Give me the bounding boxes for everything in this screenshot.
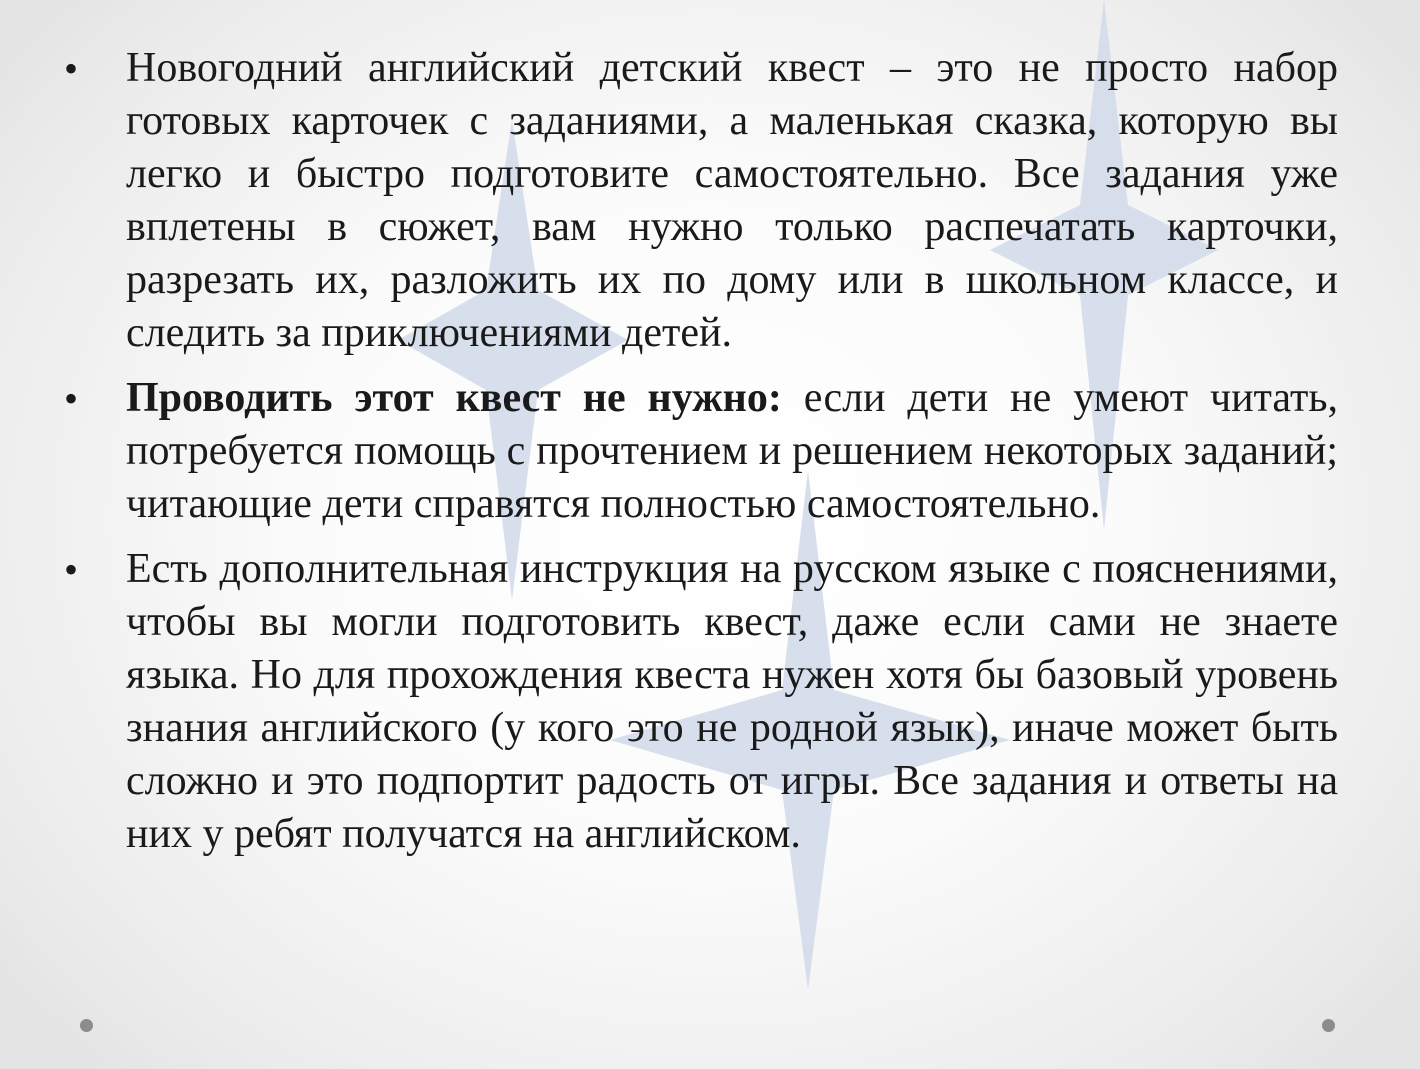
bullet-item <box>64 372 1338 531</box>
bullet-body: Новогодний английский детский квест – это не просто набор готовых карточек с заданиями, а маленькая сказка, которую вы легко и быстро подготовите самостоятельно. Все задания уже вплетены в сюжет, вам нужно только распечатать карточки, разрезать их, разложить их по дому или в школьном классе, и следить за приключениями детей. <box>126 45 1338 356</box>
bullet-body: если дети не умеют читать, потребуется помощь с прочтением и решением некоторых заданий; читающие дети справятся полностью самостоятельно. <box>126 375 1338 527</box>
bullet-marker: • <box>64 547 79 592</box>
bullet-text <box>126 372 1338 531</box>
bullet-item <box>64 543 1338 861</box>
corner-dot-right <box>1322 1019 1335 1032</box>
bullet-marker: • <box>64 376 79 421</box>
bullet-text <box>126 42 1338 360</box>
bullet-text <box>126 543 1338 861</box>
bullet-bold-lead: Проводить этот квест не нужно: <box>126 375 782 421</box>
bullet-body: Есть дополнительная инструкция на русском языке с пояснениями, чтобы вы могли подготовить квест, даже если сами не знаете языка. Но для прохождения квеста нужен хотя бы базовый уровень знания английского (у кого это не родной язык), иначе может быть сложно и это подпортит радость от игры. Все задания и ответы на них у ребят получатся на английском. <box>126 546 1338 857</box>
bullet-list <box>64 42 1338 873</box>
bullet-item <box>64 42 1338 360</box>
corner-dot-left <box>80 1019 93 1032</box>
bullet-marker: • <box>64 46 79 91</box>
